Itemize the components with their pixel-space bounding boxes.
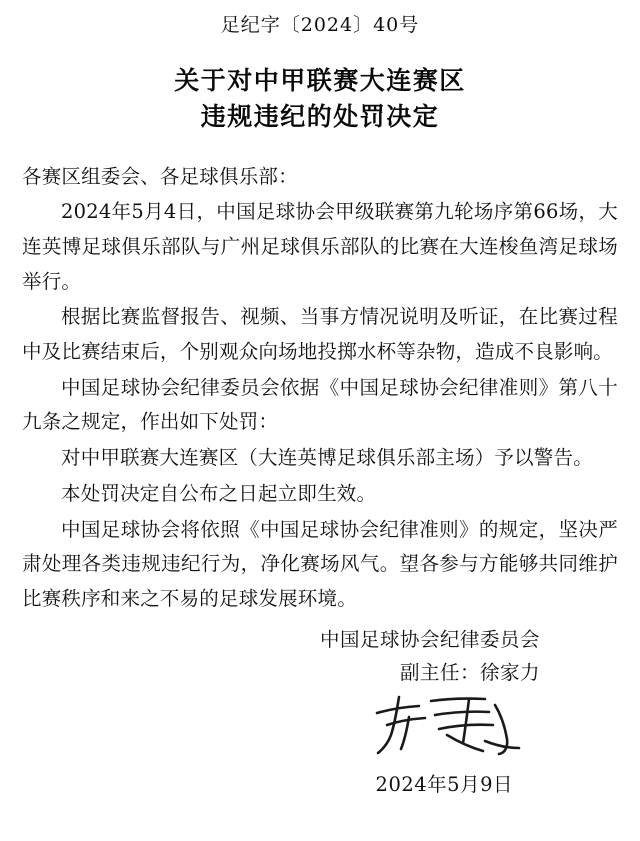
signing-organization: 中国足球协会纪律委员会 [319, 627, 540, 651]
title-line-2: 违规违纪的处罚决定 [200, 102, 440, 132]
signature-block [22, 623, 618, 689]
document-page [0, 10, 640, 841]
document-title [22, 63, 618, 136]
paragraph-regulation: 中国足球协会纪律委员会依据《中国足球协会纪律准则》第八十九条之规定，作出如下处罚： [22, 375, 618, 434]
paragraph-effective: 本处罚决定自公布之日起立即生效。 [61, 481, 377, 505]
paragraph-penalty: 对中甲联赛大连赛区（大连英博足球俱乐部主场）予以警告。 [61, 446, 593, 470]
document-date: 2024年5月9日 [375, 772, 513, 796]
paragraph-match-info: 2024年5月4日，中国足球协会甲级联赛第九轮场序第66场，大连英博足球俱乐部队与广州足球俱乐部队的比赛在大连梭鱼湾足球场举行。 [22, 200, 618, 293]
document-body [22, 160, 618, 617]
paragraph-closing: 中国足球协会将依照《中国足球协会纪律准则》的规定，坚决严肃处理各类违规违纪行为，净化赛场风气。望各参与方能够共同维护比赛秩序和来之不易的足球发展环境。 [22, 517, 618, 610]
salutation: 各赛区组委会、各足球俱乐部： [22, 164, 298, 188]
handwritten-signature-area [22, 689, 618, 767]
handwritten-signature-icon [373, 691, 523, 757]
title-line-1: 关于对中甲联赛大连赛区 [174, 66, 466, 95]
signing-official: 副主任：徐家力 [399, 660, 540, 684]
paragraph-findings: 根据比赛监督报告、视频、当事方情况说明及听证，在比赛过程中及比赛结束后，个别观众向场地投掷水杯等杂物，造成不良影响。 [22, 305, 618, 364]
document-number: 足纪字〔2024〕40号 [220, 14, 420, 36]
